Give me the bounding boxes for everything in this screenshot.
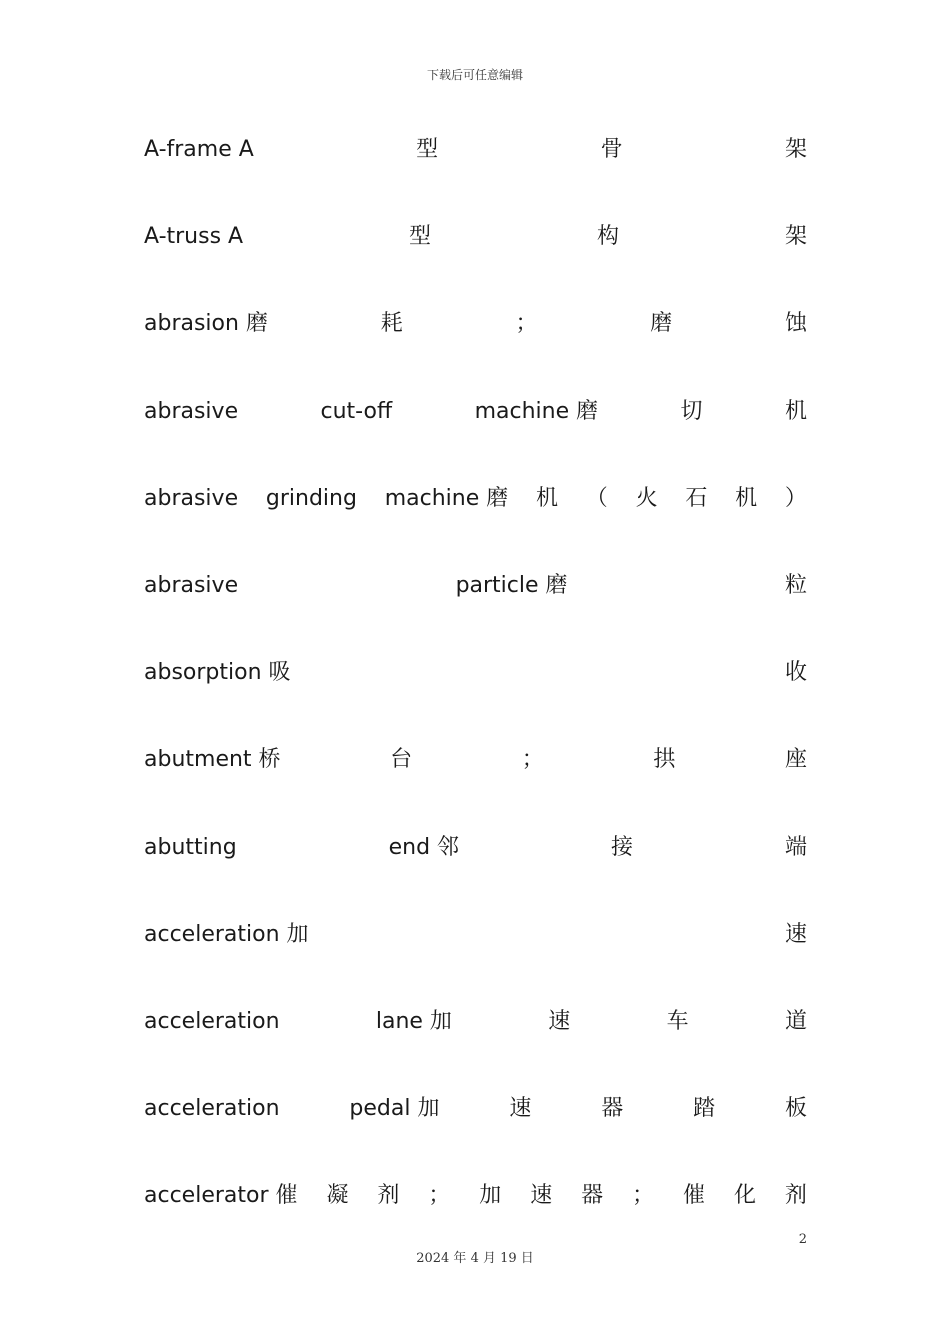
- entry-token: particle 磨: [455, 572, 568, 598]
- entry-token: ；: [521, 747, 544, 773]
- entry-token: abrasion 磨: [144, 311, 268, 337]
- entry-token: 机: [784, 398, 807, 424]
- glossary-entry: [144, 830, 807, 917]
- entry-token: acceleration 加: [144, 921, 309, 947]
- entry-token: 拱: [653, 747, 676, 773]
- entry-token: machine 磨: [474, 398, 599, 424]
- entry-token: 凝: [326, 1183, 349, 1209]
- entry-token: 石: [685, 485, 708, 511]
- entry-token: 速: [530, 1183, 553, 1209]
- entry-token: 耗: [380, 311, 403, 337]
- entry-token: abrasive: [144, 572, 239, 598]
- entry-token: accelerator 催: [144, 1183, 298, 1209]
- entry-token: pedal 加: [349, 1096, 440, 1122]
- entry-token: （: [585, 485, 608, 511]
- glossary-entry: [144, 132, 807, 219]
- entry-token: 架: [784, 137, 807, 162]
- entry-token: 台: [390, 747, 413, 773]
- entry-token: 器: [581, 1183, 604, 1209]
- glossary-entry: [144, 481, 807, 568]
- entry-token: 端: [784, 834, 807, 860]
- entry-token: 型: [409, 224, 432, 250]
- entry-token: 踏: [693, 1096, 716, 1122]
- entry-token: 骨: [600, 137, 623, 162]
- entry-token: absorption 吸: [144, 660, 291, 686]
- glossary-entry: [144, 655, 807, 742]
- glossary-list: [144, 132, 807, 1265]
- entry-token: 速: [509, 1096, 532, 1122]
- entry-token: abrasive: [144, 398, 239, 424]
- entry-token: A-truss A: [144, 224, 244, 250]
- entry-token: abutment 桥: [144, 747, 281, 773]
- entry-token: 粒: [784, 572, 807, 598]
- entry-token: A-frame A: [144, 137, 254, 162]
- glossary-entry: [144, 742, 807, 829]
- entry-token: 器: [601, 1096, 624, 1122]
- entry-token: 构: [597, 224, 620, 250]
- page-footer-date: 2024 年 4 月 19 日: [416, 1251, 534, 1266]
- entry-token: acceleration: [144, 1008, 280, 1034]
- glossary-entry: [144, 917, 807, 1004]
- entry-token: end 邻: [388, 834, 460, 860]
- entry-token: ）: [784, 485, 807, 511]
- entry-token: 车: [666, 1008, 689, 1034]
- entry-token: 架: [784, 224, 807, 250]
- entry-token: 剂: [784, 1183, 807, 1209]
- glossary-entry: [144, 219, 807, 306]
- entry-token: ；: [428, 1183, 451, 1209]
- entry-token: 座: [784, 747, 807, 773]
- page-header: 下载后可任意编辑: [426, 68, 523, 82]
- entry-token: 机: [735, 485, 758, 511]
- entry-token: 板: [784, 1096, 807, 1122]
- entry-token: machine 磨: [384, 485, 509, 511]
- entry-token: 机: [536, 485, 559, 511]
- entry-token: 磨: [650, 311, 673, 337]
- entry-token: 型: [416, 137, 439, 162]
- entry-token: 收: [784, 660, 807, 686]
- entry-token: 接: [611, 834, 634, 860]
- entry-token: 切: [680, 398, 703, 424]
- entry-token: 火: [635, 485, 658, 511]
- entry-token: 加: [479, 1183, 502, 1209]
- entry-token: abutting: [144, 834, 237, 860]
- entry-token: lane 加: [375, 1008, 452, 1034]
- entry-token: 速: [548, 1008, 571, 1034]
- entry-token: 化: [733, 1183, 756, 1209]
- entry-token: ；: [515, 311, 538, 337]
- glossary-entry: [144, 306, 807, 393]
- entry-token: cut-off: [320, 398, 393, 424]
- entry-token: acceleration: [144, 1096, 280, 1122]
- glossary-entry: [144, 394, 807, 481]
- entry-token: grinding: [265, 485, 357, 511]
- page-number: 2: [798, 1232, 807, 1247]
- glossary-entry: [144, 1091, 807, 1178]
- entry-token: abrasive: [144, 485, 239, 511]
- entry-token: 道: [784, 1008, 807, 1034]
- entry-token: 速: [784, 921, 807, 947]
- glossary-entry: [144, 1004, 807, 1091]
- entry-token: 蚀: [784, 311, 807, 337]
- glossary-entry: [144, 568, 807, 655]
- entry-token: ；: [632, 1183, 655, 1209]
- entry-token: 剂: [377, 1183, 400, 1209]
- entry-token: 催: [683, 1183, 706, 1209]
